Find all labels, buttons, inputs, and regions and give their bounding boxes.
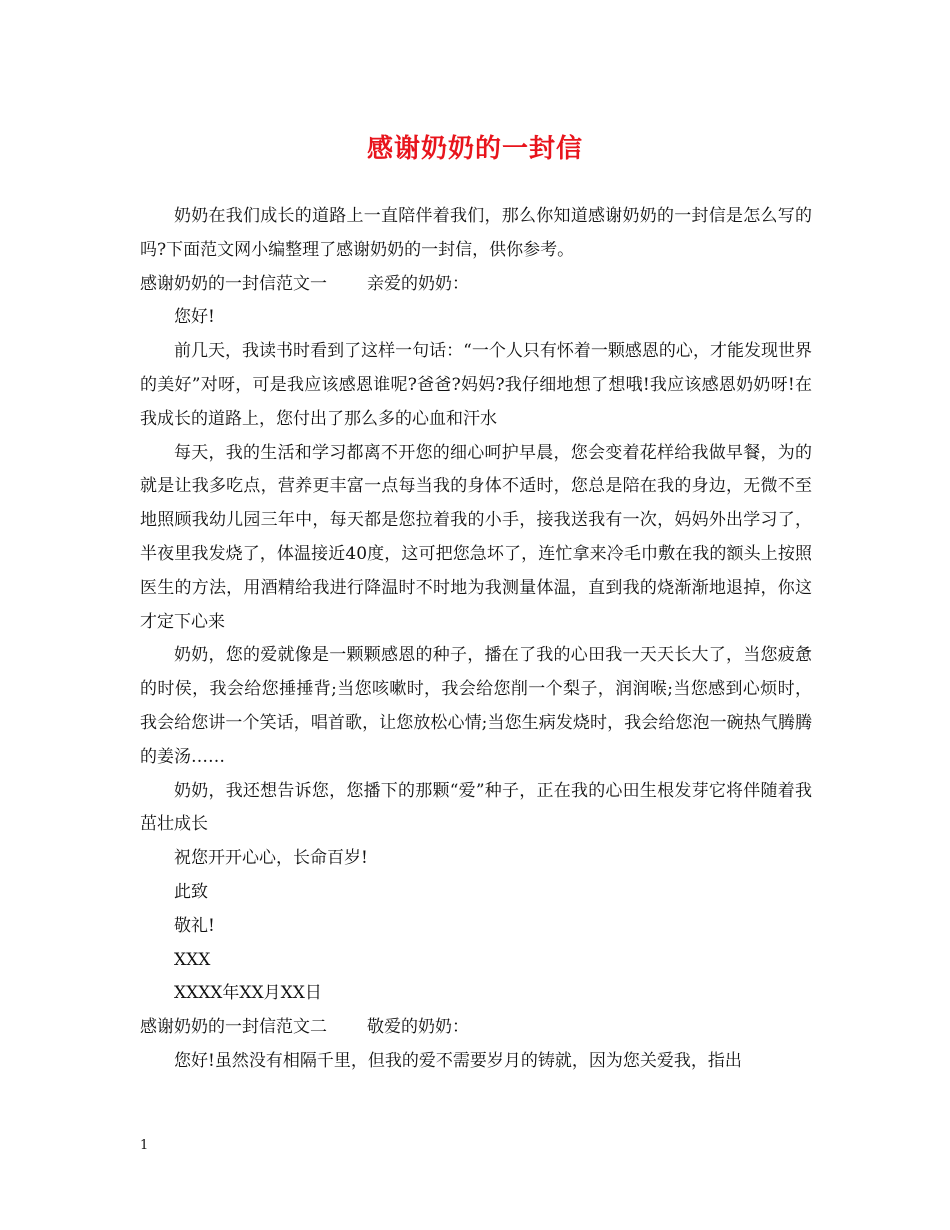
section-heading-1: [140, 268, 812, 302]
page-number: 1: [140, 1138, 149, 1153]
signature-date: XXXX年XX月XX日: [174, 983, 322, 1004]
body-paragraph: 每天，我的生活和学习都离不开您的细心呵护早晨，您会变着花样给我做早餐，为的就是让我多吃点，营养更丰富一点每当我的身体不适时，您总是陪在我的身边，无微不至地照顾我幼儿园三年中，每天都是您拉着我的小手，接我送我有一次，妈妈外出学习了，半夜里我发烧了，体温接近40度，这可把您急坏了，连忙拿来冷毛巾敷在我的额头上按照医生的方法，用酒精给我进行降温时不时地为我测量体温，直到我的烧渐渐地退掉，你这才定下心来: [140, 442, 812, 632]
section-heading-text: 感谢奶奶的一封信范文二: [140, 1017, 327, 1038]
document-body: [140, 200, 812, 1079]
salutation: 敬爱的奶奶：: [367, 1017, 469, 1038]
body-paragraph: 奶奶，您的爱就像是一颗颗感恩的种子，播在了我的心田我一天天长大了，当您疲惫的时侯，我会给您捶捶背;当您咳嗽时，我会给您削一个梨子，润润喉;当您感到心烦时，我会给您讲一个笑话，唱首歌，让您放松心情;当您生病发烧时，我会给您泡一碗热气腾腾的姜汤……: [140, 645, 812, 767]
section-heading-text: 感谢奶奶的一封信范文一: [140, 273, 327, 294]
signature-name: XXX: [174, 949, 211, 970]
intro-paragraph: 奶奶在我们成长的道路上一直陪伴着我们，那么你知道感谢奶奶的一封信是怎么写的吗?下面范文网小编整理了感谢奶奶的一封信，供你参考。: [140, 206, 812, 260]
body-paragraph: 奶奶，我还想告诉您，您播下的那颗“爱”种子，正在我的心田生根发芽它将伴随着我茁壮成长: [140, 780, 812, 835]
closing-wish: 祝您开开心心，长命百岁!: [174, 848, 368, 869]
greeting-paragraph: 您好!: [174, 307, 215, 328]
salutation: 亲爱的奶奶：: [367, 273, 469, 294]
closing-salute: 敬礼!: [174, 915, 215, 936]
body-paragraph: 前几天，我读书时看到了这样一句话：“一个人只有怀着一颗感恩的心，才能发现世界的美好”对呀，可是我应该感恩谁呢?爸爸?妈妈?我仔细地想了想哦!我应该感恩奶奶呀!在我成长的道路上，您付出了那么多的心血和汗水: [140, 341, 812, 429]
body-paragraph: 您好!虽然没有相隔千里，但我的爱不需要岁月的铸就，因为您关爱我，指出: [174, 1050, 742, 1071]
closing-line: 此致: [174, 881, 208, 902]
section-heading-2: [140, 1011, 812, 1045]
document-title: 感谢奶奶的一封信: [366, 134, 583, 164]
